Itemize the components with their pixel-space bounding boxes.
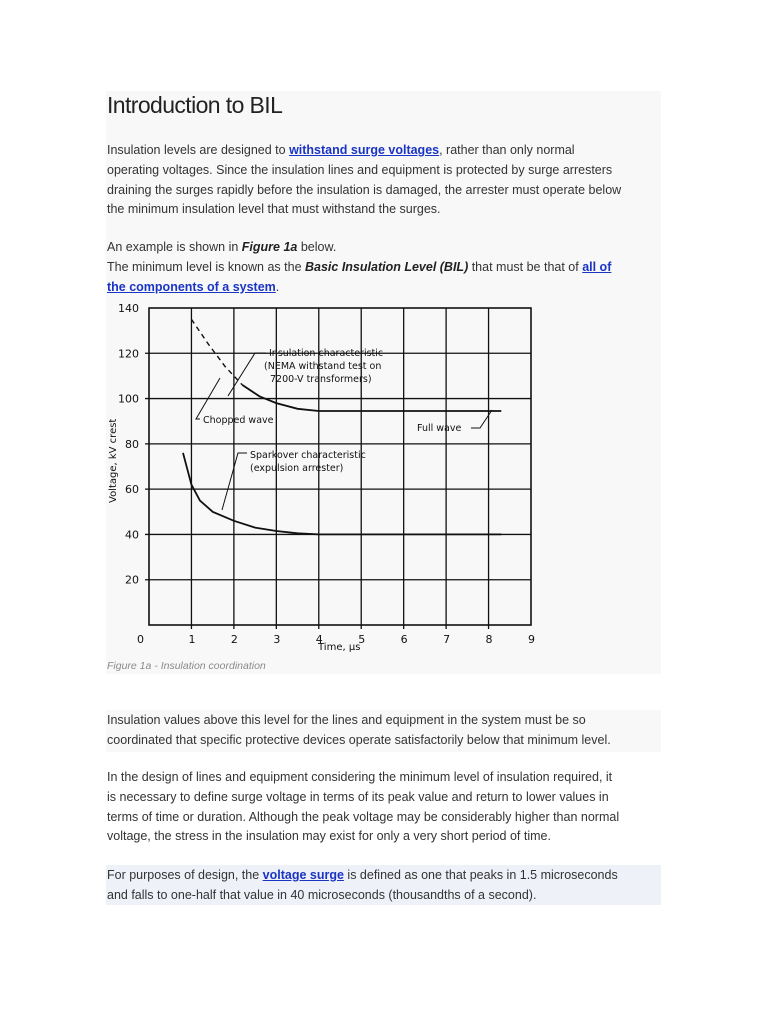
y-tick-label: 40 [125, 528, 139, 542]
x-tick-label: 9 [528, 633, 535, 646]
page-title: Introduction to BIL [107, 92, 283, 118]
link-components-of-system[interactable]: all of the components of a system [107, 259, 612, 294]
paragraph-intro: Insulation levels are designed to withstand surge voltages, rather than only normal operating voltages. Since the insulation lines and equipment is protected by surge arresters draining the surges rapidly before the insulation is damaged, the arrester must operate below the minimum insulation level that must withstand the surges. [107, 143, 622, 217]
annotation-sparkover-line2: (expulsion arrester) [250, 463, 344, 474]
y-tick-label: 20 [125, 573, 139, 587]
annotation-chopped-wave: Chopped wave [203, 415, 274, 426]
x-axis-label: Time, μs [318, 642, 361, 653]
y-tick-label: 120 [118, 347, 139, 361]
x-tick-label: 5 [358, 633, 366, 646]
x-tick-label: 6 [400, 633, 408, 646]
x-tick-label: 8 [485, 633, 493, 646]
y-tick-label: 60 [125, 483, 139, 497]
figure-ref: Figure 1a [241, 240, 298, 254]
x-tick-label: 2 [230, 633, 238, 646]
paragraph-voltage-surge: For purposes of design, the voltage surge is defined as one that peaks in 1.5 microseconds and falls to one-half that value in 40 microseconds (thousandths of a second). [107, 868, 618, 902]
y-tick-label: 140 [118, 302, 139, 315]
insulation-coordination-chart [100, 298, 550, 656]
x-tick-label: 1 [188, 633, 196, 646]
annotation-insulation-line3: 7200-V transformers) [270, 374, 372, 385]
y-tick-label: 100 [118, 392, 139, 406]
link-voltage-surge[interactable]: voltage surge [262, 868, 344, 882]
x-tick-label: 3 [273, 633, 281, 646]
x-tick-label: 7 [443, 633, 451, 646]
y-tick-label: 80 [125, 437, 139, 451]
paragraph-design: In the design of lines and equipment considering the minimum level of insulation required, it is necessary to define surge voltage in terms of its peak value and return to lower values in terms of time or duration. Although the peak voltage may be considerably higher than normal voltage, the stress in the insulation may exist for only a very short period of time. [107, 770, 620, 844]
paragraph-example: An example is shown in Figure 1a below. The minimum level is known as the Basic Insulation Level (BIL) that must be that of all of the components of a system. [107, 240, 612, 294]
annotation-full-wave: Full wave [417, 423, 462, 434]
link-withstand-surge-voltages[interactable]: withstand surge voltages [289, 143, 440, 157]
figure-caption: Figure 1a - Insulation coordination [107, 660, 266, 672]
paragraph-coordination: Insulation values above this level for the lines and equipment in the system must be so coordinated that specific protective devices operate satisfactorily below that minimum level. [107, 713, 611, 747]
annotation-insulation-line1: Insulation characteristic [269, 348, 384, 359]
x-tick-label: 0 [137, 633, 144, 646]
insulation-curve-chopped [191, 319, 242, 385]
bil-term: Basic Insulation Level (BIL) [305, 259, 469, 274]
annotation-sparkover-line1: Sparkover characteristic [250, 450, 366, 461]
x-tick-label: 4 [315, 633, 323, 646]
annotation-insulation-line2: (NEMA withstand test on [264, 361, 382, 372]
y-axis-label: Voltage, kV crest [108, 418, 119, 503]
